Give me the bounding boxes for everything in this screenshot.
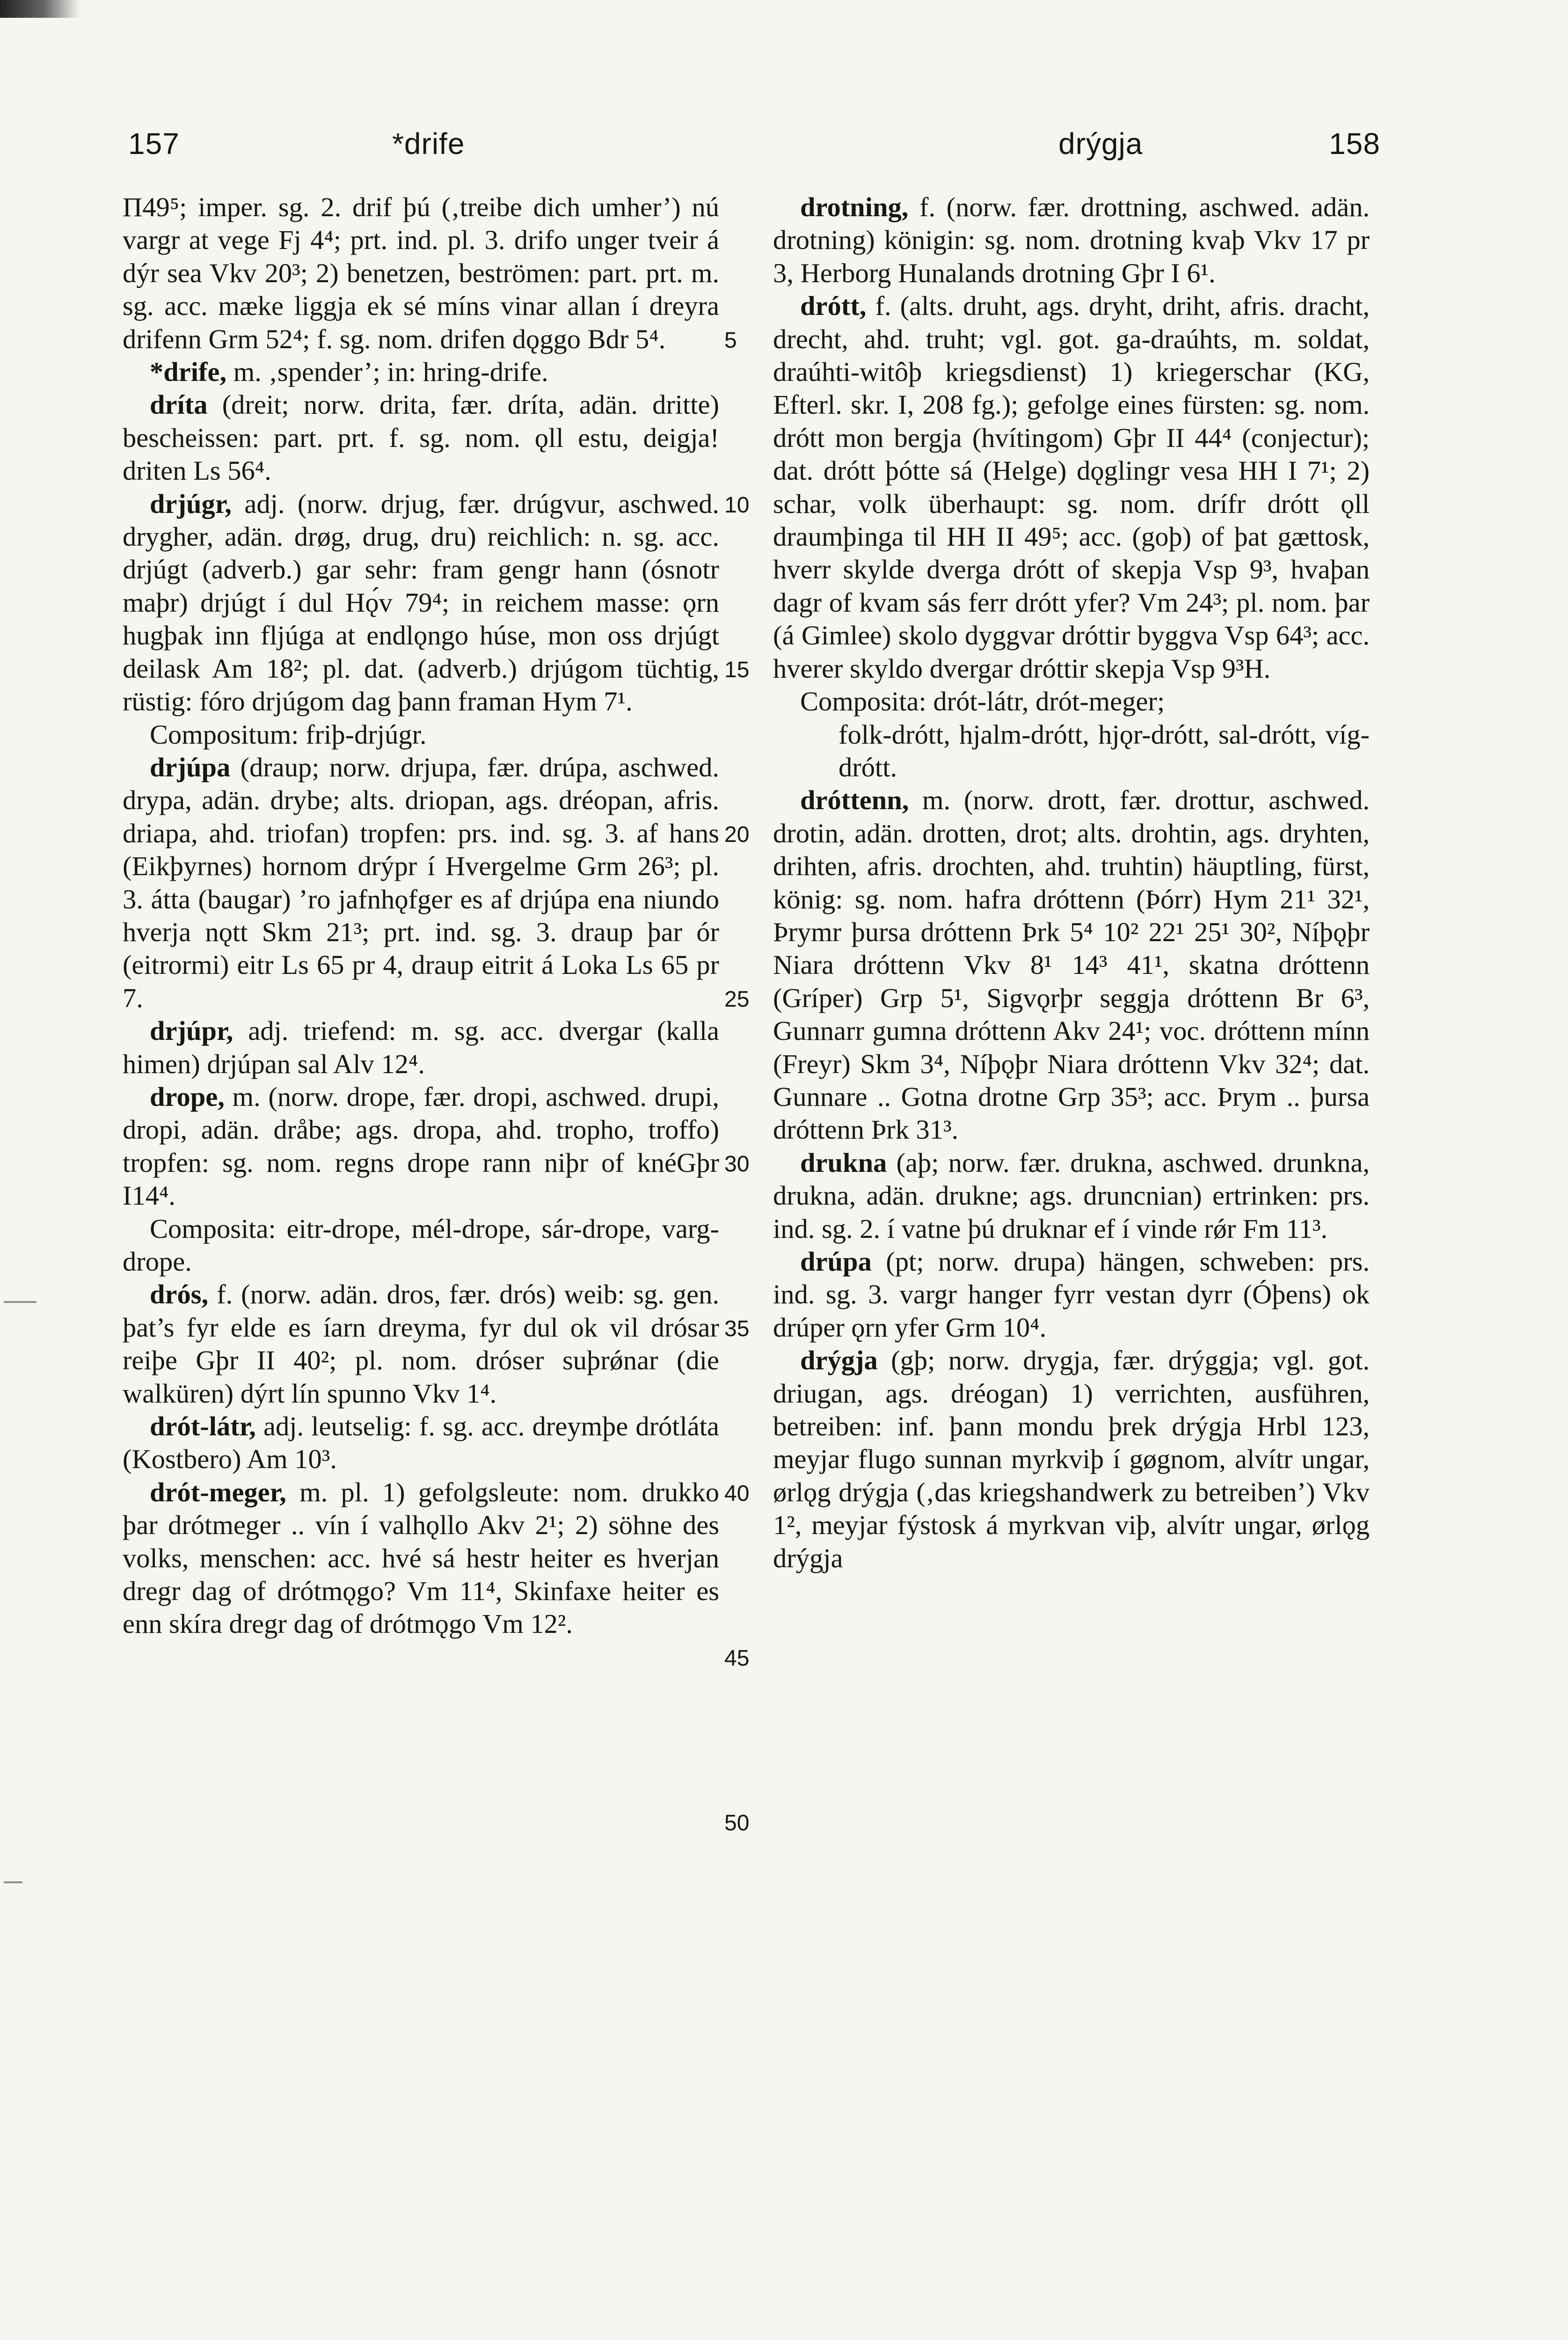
entry-text: (pt; norw. drupa) hängen, schweben: prs. ind. sg. 3. vargr hanger fyrr vestan dyrr (Óþens) ok drúper ǫrn yfer Grm 10⁴. (773, 1246, 1370, 1343)
entry-text: (dreit; norw. drita, fær. dríta, adän. dritte) bescheissen: part. prt. f. sg. nom. ǫll estu, deigja! driten Ls 56⁴. (123, 389, 719, 486)
entry-headword: drótt, (800, 291, 867, 322)
line-number: 10 (724, 493, 750, 518)
dictionary-entry (123, 751, 719, 1015)
dictionary-entry (123, 388, 719, 487)
dictionary-entry (773, 718, 1370, 784)
dictionary-entry (123, 1278, 719, 1410)
entry-text: f. (norw. adän. dros, fær. drós) weib: sg. gen. þat’s fyr elde es íarn dreyma, fyr dul ok vil drósar reiþe Gþr II 40²; pl. nom. dróser suþrǿnar (die walküren) dýrt lín spunno Vkv 1⁴. (123, 1279, 719, 1409)
scan-speck (4, 1881, 22, 1883)
dictionary-entry (123, 191, 719, 356)
line-number: 5 (724, 328, 737, 353)
entry-headword: dríta (150, 389, 208, 420)
entry-headword: drope, (150, 1081, 225, 1112)
entry-text: adj. triefend: m. sg. acc. dvergar (kalla himen) drjúpan sal Alv 12⁴. (123, 1016, 719, 1079)
entry-text: Composita: eitr-drope, mél-drope, sár-drope, varg-drope. (123, 1213, 719, 1277)
scan-edge-mark (0, 0, 80, 18)
line-number: 25 (724, 987, 750, 1012)
entry-headword: dróttenn, (800, 785, 909, 816)
entry-text: Compositum: friþ-drjúgr. (150, 719, 427, 750)
entry-text: adj. leutselig: f. sg. acc. dreymþe drótláta (Kostbero) Am 10³. (123, 1411, 719, 1475)
entry-text: Composita: drót-látr, drót-meger; (800, 686, 1165, 717)
right-page-number: 158 (1329, 127, 1380, 161)
right-guide-word: drýgja (1058, 127, 1143, 161)
entry-headword: drotning, (800, 192, 909, 222)
entry-text: adj. (norw. drjug, fær. drúgvur, aschwed. drygher, adän. drøg, drug, dru) reichlich: n. sg. acc. drjúgt (adverb.) gar sehr: fram gengr hann (ósnotr maþr) drjúgt í dul Hǫ́v 79⁴; in reichem masse: ǫrn hugþak inn fljúga at endlǫngo húse, mon oss drjúgt deilask Am 18²; pl. dat. (adverb.) drjúgom tüchtig, rüstig: fóro drjúgom dag þann framan Hym 7¹. (123, 488, 719, 717)
entry-text: Π49⁵; imper. sg. 2. drif þú (‚treibe dich umher’) nú vargr at vege Fj 4⁴; prt. ind. pl. 3. drifo unger tveir á dýr sea Vkv 20³; 2) benetzen, beströmen: part. prt. m. sg. acc. mæke liggja ek sé míns vinar allan í dreyra drifenn Grm 52⁴; f. sg. nom. drifen dǫggo Bdr 5⁴. (123, 192, 719, 354)
dictionary-entry (123, 1015, 719, 1081)
dictionary-entry (123, 1213, 719, 1279)
entry-headword: *drife, (150, 357, 227, 388)
left-column (123, 191, 719, 1641)
dictionary-entry (773, 784, 1370, 1146)
dictionary-entry (123, 1476, 719, 1641)
dictionary-entry (123, 718, 719, 751)
scan-speck (4, 1301, 36, 1303)
dictionary-entry (773, 1344, 1370, 1575)
entry-headword: drjúgr, (150, 488, 232, 519)
dictionary-entry (123, 1410, 719, 1476)
line-number: 50 (724, 1811, 750, 1835)
entry-text: m. (norw. drott, fær. drottur, aschwed. drotin, adän. drotten, drot; alts. drohtin, ags. dryhten, drihten, afris. drochten, ahd. truhtin) häuptling, fürst, könig: sg. nom. hafra dróttenn (Þórr) Hym 21¹ 32¹, Þrymr þursa dróttenn Þrk 5⁴ 10² 22¹ 25¹ 30², Níþǫþr Niara dróttenn Vkv 8¹ 14³ 41¹, skatna dróttenn (Gríper) Grp 5¹, Sigvǫrþr seggja dróttenn Br 6³, Gunnarr gumna dróttenn Akv 24¹; voc. dróttenn mínn (Freyr) Skm 3⁴, Níþǫþr Niara dróttenn Vkv 32⁴; dat. Gunnare .. Gotna drotne Grp 35³; acc. Þrym .. þursa dróttenn Þrk 31³. (773, 785, 1370, 1145)
entry-text: (gþ; norw. drygja, fær. drýggja; vgl. got. driugan, ags. dréogan) 1) verrichten, ausführen, betreiben: inf. þann mondu þrek drýgja Hrbl 123, meyjar flugo sunnan myrkviþ í gøgnom, alvítr ungar, ørlǫg drýgja (‚das kriegshandwerk zu betreiben’) Vkv 1², meyjar fýstosk á myrkvan viþ, alvítr ungar, ørlǫg drýgja (773, 1345, 1370, 1573)
entry-headword: drós, (150, 1279, 209, 1310)
line-number: 45 (724, 1646, 750, 1671)
dictionary-entry (773, 290, 1370, 685)
entry-text: m. pl. 1) gefolgsleute: nom. drukko þar drótmeger .. vín í valhǫllo Akv 2¹; 2) söhne des volks, menschen: acc. hvé sá hestr heiter es hverjan dregr dag of drótmǫgo? Vm 11⁴, Skinfaxe heiter es enn skíra dregr dag of drótmǫgo Vm 12². (123, 1477, 719, 1639)
dictionary-entry (773, 1245, 1370, 1344)
entry-headword: drúpa (800, 1246, 872, 1277)
line-number: 40 (724, 1481, 750, 1506)
entry-text: (draup; norw. drjupa, fær. drúpa, aschwed. drypa, adän. drybe; alts. driopan, ags. dréopan, afris. driapa, ahd. triofan) tropfen: prs. ind. sg. 3. af hans (Eikþyrnes) hornom drýpr í Hvergelme Grm 26³; pl. 3. átta (baugar) ’ro jafnhǫfger es af drjúpa ena niundo hverja nǫtt Skm 21³; prt. ind. sg. 3. draup þar ór (eitrormi) eitr Ls 65 pr 4, draup eitrit á Loka Ls 65 pr 7. (123, 752, 719, 1013)
entry-headword: drjúpa (150, 752, 231, 782)
running-header (0, 126, 1568, 178)
entry-text: m. (norw. drope, fær. dropi, aschwed. drupi, dropi, adän. dråbe; ags. dropa, ahd. tropho, troffo) tropfen: sg. nom. regns drope rann niþr of knéGþr I14⁴. (123, 1081, 719, 1211)
entry-headword: drukna (800, 1147, 887, 1178)
entry-headword: drýgja (800, 1345, 878, 1376)
dictionary-entry (773, 685, 1370, 718)
line-number: 20 (724, 822, 750, 847)
dictionary-entry (123, 356, 719, 388)
left-page-number: 157 (128, 127, 180, 161)
entry-text: m. ‚spender’; in: hring-drife. (226, 357, 548, 388)
right-column (773, 191, 1370, 1575)
entry-text: (aþ; norw. fær. drukna, aschwed. drunkna, drukna, adän. drukne; ags. druncnian) ertrinken: prs. ind. sg. 2. í vatne þú druknar ef í vinde rǿr Fm 11³. (773, 1147, 1370, 1244)
left-guide-word: *drife (392, 127, 465, 161)
dictionary-entry (123, 488, 719, 718)
entry-text: f. (norw. fær. drottning, aschwed. adän. drotning) königin: sg. nom. drotning kvaþ Vkv 17 pr 3, Herborg Hunalands drotning Gþr I 6¹. (773, 192, 1370, 288)
line-number: 15 (724, 658, 750, 682)
entry-text: folk-drótt, hjalm-drótt, hjǫr-drótt, sal-drótt, víg-drótt. (839, 719, 1370, 782)
entry-text: f. (alts. druht, ags. dryht, driht, afris. dracht, drecht, ahd. truht; vgl. got. ga-draúhts, m. soldat, draúhti-witôþ kriegsdienst) 1) kriegerschar (KG, Efterl. skr. I, 208 fg.); gefolge eines fürsten: sg. nom. drótt mon bergja (hvítingom) Gþr II 44⁴ (conjectur); dat. drótt þótte sá (Helge) dǫglingr vesa HH I 7¹; 2) schar, volk überhaupt: sg. nom. drífr drótt ǫll draumþinga til HH II 49⁵; acc. (goþ) of þat gættosk, hverr skylde dverga drótt of skepja Vsp 9³, hvaþan dagr of kvam sás ferr drótt yfer? Vm 24³; pl. nom. þar (á Gimlee) skolo dyggvar dróttir byggva Vsp 64³; acc. hverer skyldo dvergar dróttir skepja Vsp 9³H. (773, 291, 1370, 684)
entry-headword: drót-látr, (150, 1411, 256, 1442)
line-number: 30 (724, 1152, 750, 1177)
dictionary-entry (773, 191, 1370, 290)
entry-headword: drjúpr, (150, 1016, 233, 1046)
dictionary-entry (123, 1081, 719, 1213)
dictionary-entry (773, 1147, 1370, 1245)
entry-headword: drót-meger, (150, 1477, 286, 1507)
line-number: 35 (724, 1316, 750, 1341)
